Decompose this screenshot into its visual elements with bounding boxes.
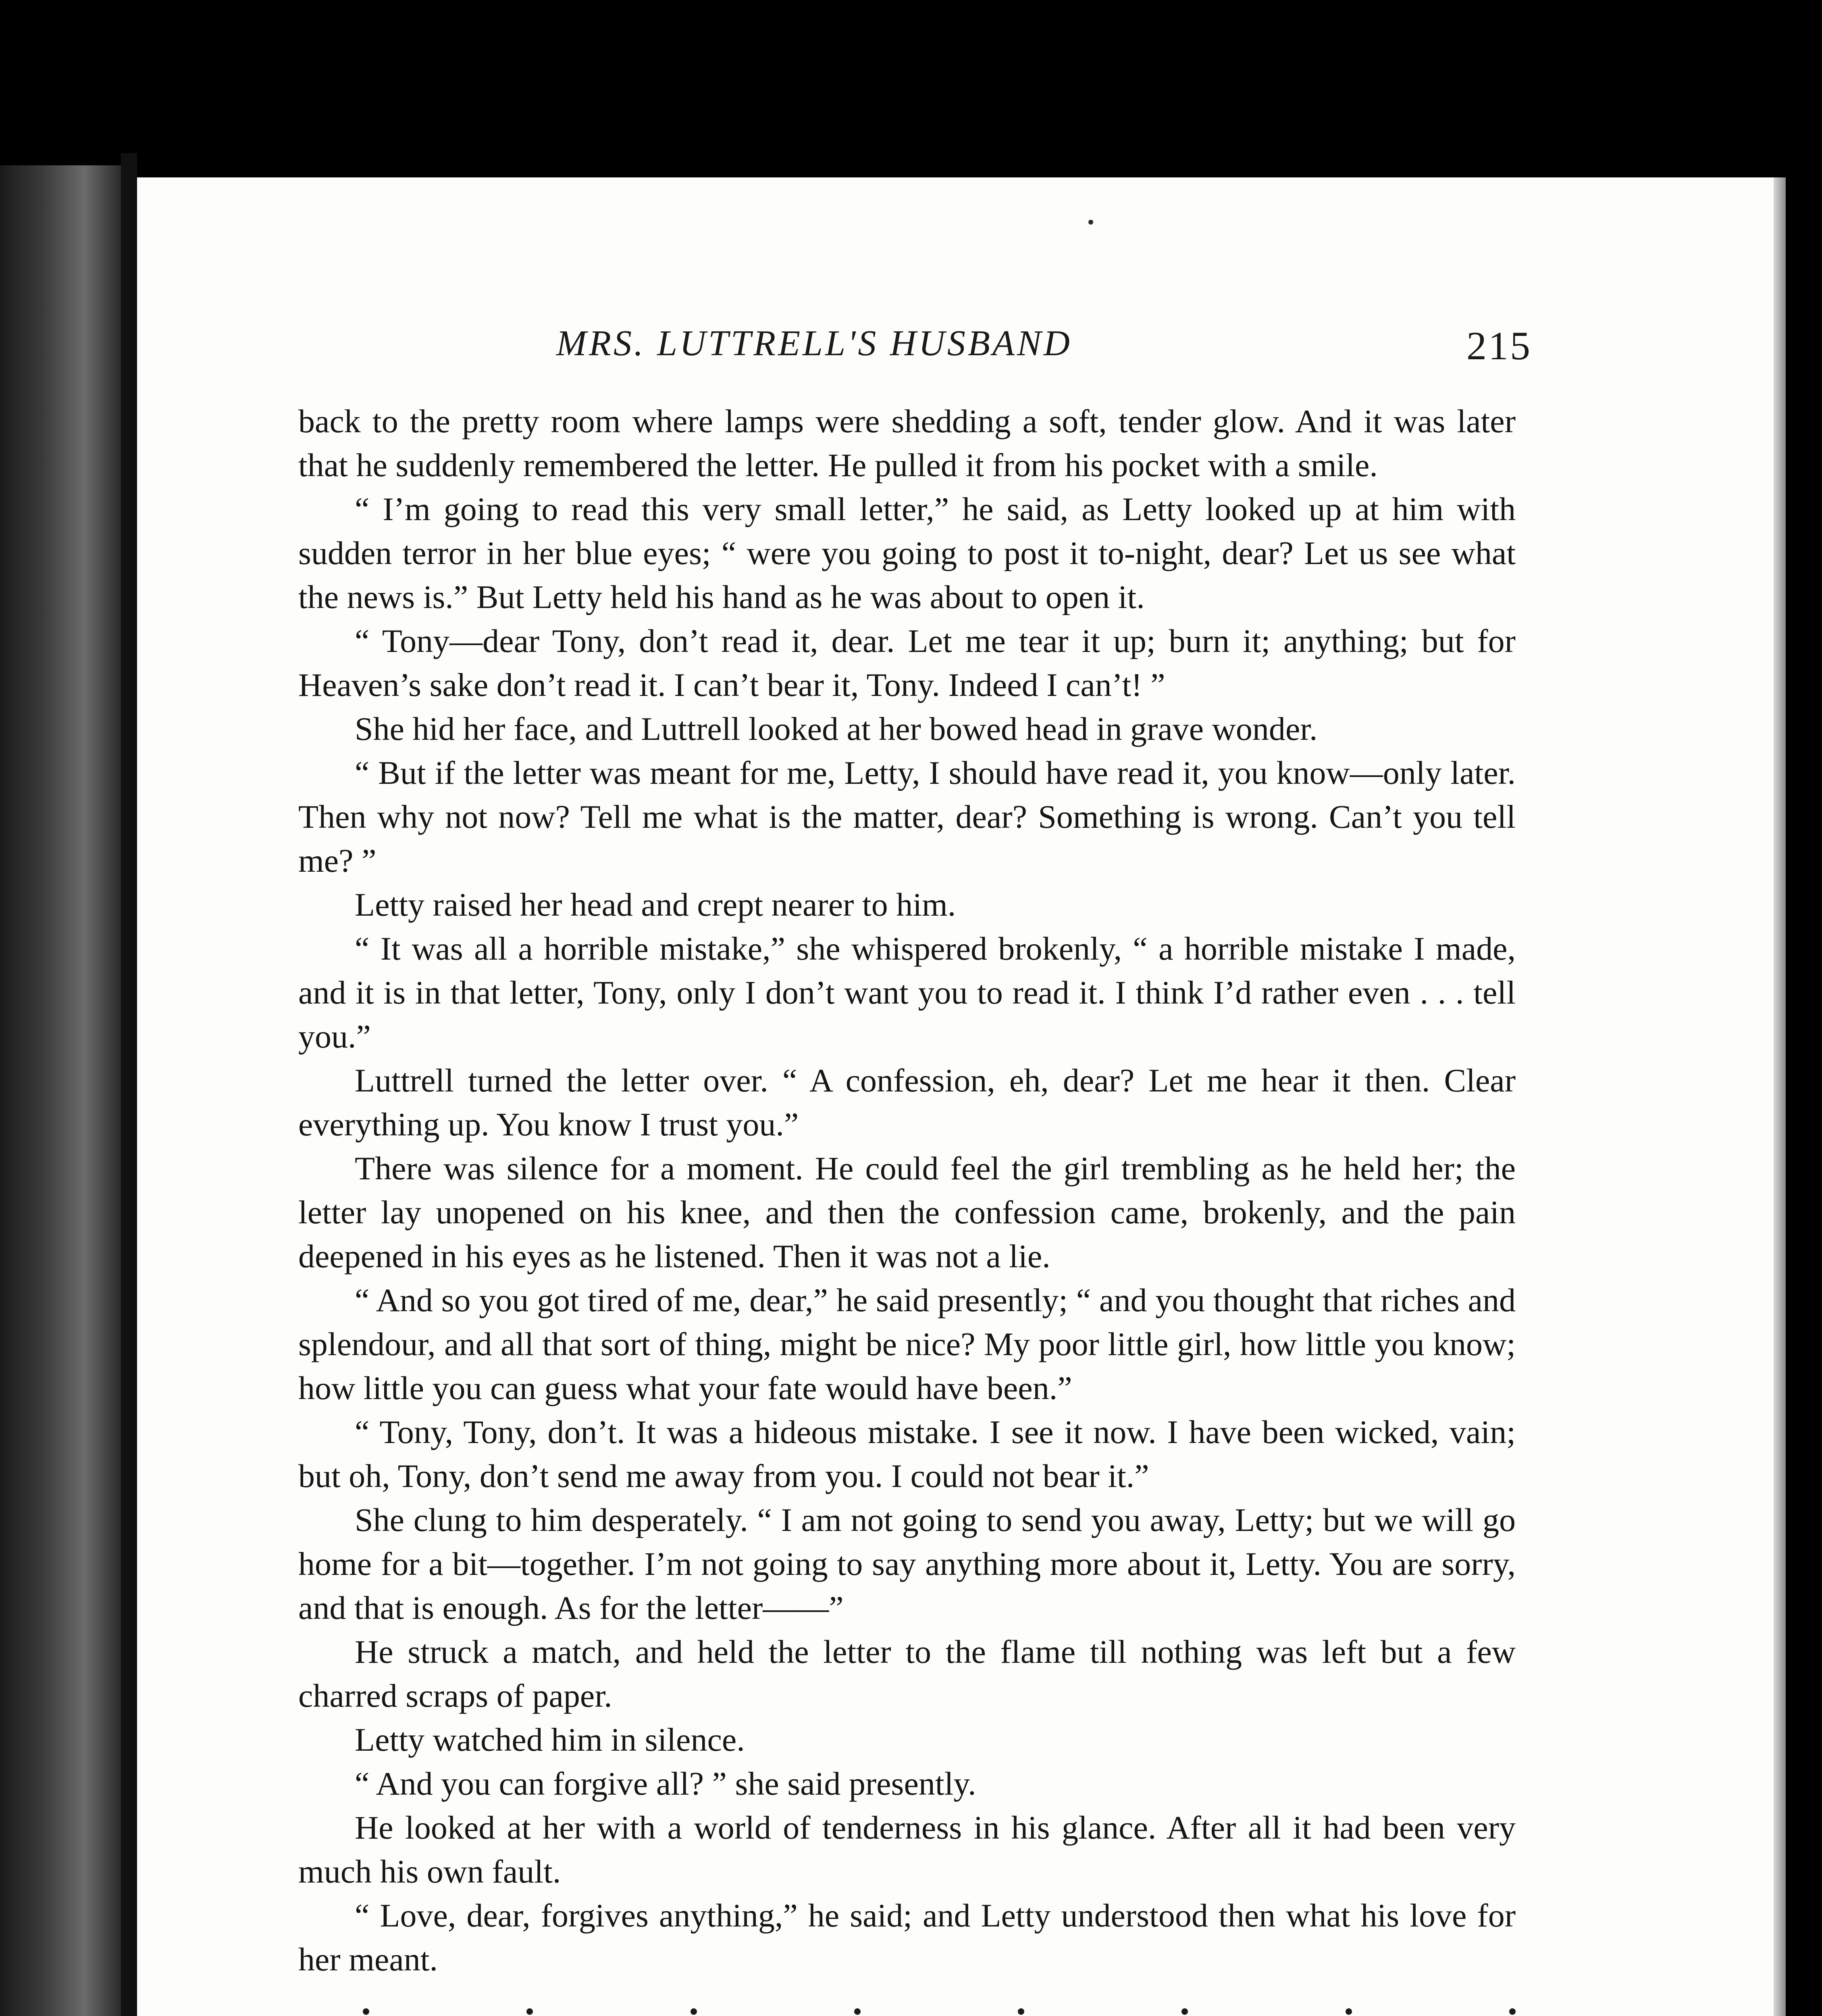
paragraph: He struck a match, and held the letter to the flame till nothing was left but a few charred scraps of paper.	[298, 1633, 1516, 1714]
section-break-dot	[1018, 2008, 1024, 2015]
paragraph: “ It was all a horrible mistake,” she whispered brokenly, “ a horrible mistake I made, and it is in that letter, Tony, only I don’t want you to read it. I think I’d rather even . . . tell you.”	[298, 930, 1516, 1055]
paragraph: He looked at her with a world of tenderness in his glance. After all it had been very much his own fault.	[298, 1809, 1516, 1890]
paragraph: “ But if the letter was meant for me, Letty, I should have read it, you know—only later. Then why not now? Tell me what is the matter, dear? Something is wrong. Can’t you tell me? ”	[298, 754, 1516, 879]
section-break-dot	[1181, 2008, 1188, 2015]
section-break-dot	[1346, 2008, 1352, 2015]
paragraph: There was silence for a moment. He could feel the girl trembling as he held her; the letter lay unopened on his knee, and then the confession came, brokenly, and the pain deepened in his eyes as he listened. Then it was not a lie.	[298, 1150, 1516, 1275]
section-break-dots	[298, 1989, 1516, 2016]
body-text	[298, 399, 1516, 2016]
paragraph: Letty raised her head and crept nearer to him.	[355, 886, 956, 923]
paragraph: “ Tony, Tony, don’t. It was a hideous mistake. I see it now. I have been wicked, vain; but oh, Tony, don’t send me away from you. I could not bear it.”	[298, 1414, 1516, 1494]
dust-speck	[1088, 220, 1093, 225]
section-break-dot	[1509, 2008, 1516, 2015]
paragraph: She hid her face, and Luttrell looked at her bowed head in grave wonder.	[355, 710, 1318, 747]
paragraph: Luttrell turned the letter over. “ A confession, eh, dear? Let me hear it then. Clear everything up. You know I trust you.”	[298, 1062, 1516, 1143]
gutter-shadow	[121, 153, 137, 2016]
book-gutter	[0, 165, 121, 2016]
section-break-dot	[691, 2008, 697, 2015]
page-number: 215	[1466, 323, 1532, 368]
page-edge	[1774, 177, 1786, 2016]
paragraph: She clung to him desperately. “ I am not going to send you away, Letty; but we will go home for a bit—together. I’m not going to say anything more about it, Letty. You are sorry, and that is enough. As for the letter——”	[298, 1502, 1516, 1626]
paragraph: “ And you can forgive all? ” she said presently.	[355, 1765, 976, 1802]
page-header	[556, 323, 1532, 379]
paragraph: “ And so you got tired of me, dear,” he said presently; “ and you thought that riches and splendour, and all that sort of thing, might be nice? My poor little girl, how little you know; how little you can guess what your fate would have been.”	[298, 1282, 1516, 1406]
section-break-dot	[363, 2008, 369, 2015]
paragraph: “ Love, dear, forgives anything,” he said; and Letty understood then what his love for her meant.	[298, 1897, 1516, 1978]
section-break-dot	[526, 2008, 533, 2015]
paragraph: “ I’m going to read this very small letter,” he said, as Letty looked up at him with sudden terror in her blue eyes; “ were you going to post it to-night, dear? Let us see what the news is.” But Letty held his hand as he was about to open it.	[298, 491, 1516, 615]
running-head: MRS. LUTTRELL'S HUSBAND	[556, 323, 1072, 363]
paragraph: “ Tony—dear Tony, don’t read it, dear. Let me tear it up; burn it; anything; but for Heaven’s sake don’t read it. I can’t bear it, Tony. Indeed I can’t! ”	[298, 623, 1516, 703]
paragraph: Letty watched him in silence.	[355, 1721, 745, 1758]
paragraph: back to the pretty room where lamps were shedding a soft, tender glow. And it was later that he suddenly remembered the letter. He pulled it from his pocket with a smile.	[298, 403, 1516, 483]
section-break-dot	[854, 2008, 861, 2015]
